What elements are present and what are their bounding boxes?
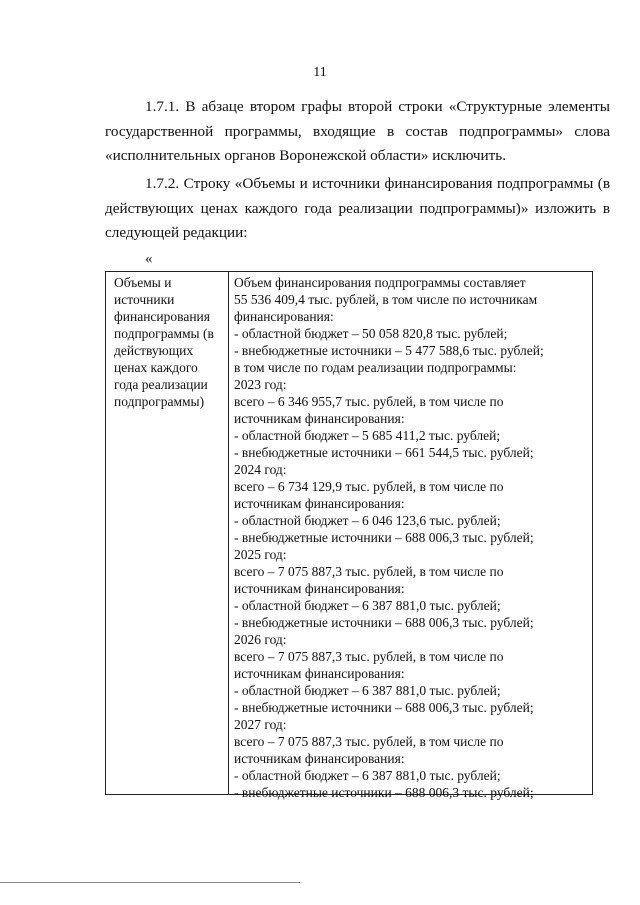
funding-line: источникам финансирования: bbox=[234, 496, 405, 511]
funding-line: - внебюджетные источники – 688 006,3 тыс. рублей; bbox=[234, 700, 534, 715]
funding-line: - внебюджетные источники – 688 006,3 тыс. рублей; bbox=[234, 785, 534, 800]
funding-line: Объем финансирования подпрограммы составляет bbox=[234, 275, 526, 290]
funding-line: всего – 6 734 129,9 тыс. рублей, в том числе по bbox=[234, 479, 504, 494]
funding-line: 2025 год: bbox=[234, 547, 287, 562]
funding-line: - внебюджетные источники – 5 477 588,6 тыс. рублей; bbox=[234, 343, 544, 358]
funding-line: - областной бюджет – 50 058 820,8 тыс. рублей; bbox=[234, 326, 508, 341]
funding-line: - внебюджетные источники – 688 006,3 тыс. рублей; bbox=[234, 615, 534, 630]
funding-line: всего – 6 346 955,7 тыс. рублей, в том числе по bbox=[234, 394, 504, 409]
funding-line: - областной бюджет – 5 685 411,2 тыс. рублей; bbox=[234, 428, 501, 443]
page-number: 11 bbox=[313, 65, 327, 80]
funding-line: 2024 год: bbox=[234, 462, 287, 477]
table-column-divider bbox=[228, 272, 229, 794]
funding-line: - областной бюджет – 6 046 123,6 тыс. рублей; bbox=[234, 513, 501, 528]
funding-line: источникам финансирования: bbox=[234, 751, 405, 766]
heading-line: ценах каждого bbox=[114, 360, 198, 375]
funding-line: - внебюджетные источники – 661 544,5 тыс. рублей; bbox=[234, 445, 534, 460]
funding-line: всего – 7 075 887,3 тыс. рублей, в том числе по bbox=[234, 564, 504, 579]
table-cell-funding-details bbox=[234, 274, 590, 801]
funding-line: источникам финансирования: bbox=[234, 411, 405, 426]
heading-line: источники bbox=[114, 292, 175, 307]
funding-line: 2026 год: bbox=[234, 632, 287, 647]
funding-line: 55 536 409,4 тыс. рублей, в том числе по источникам bbox=[234, 292, 538, 307]
heading-line: подпрограммы) bbox=[114, 394, 205, 409]
funding-line: в том числе по годам реализации подпрограммы: bbox=[234, 360, 517, 375]
paragraph-1-7-1-text: 1.7.1. В абзаце втором графы второй строки «Структурные элементы государственной программы, входящие в состав подпрограммы» слова «исполнительных органов Воронежской области» исключить. bbox=[105, 98, 610, 164]
paragraph-1-7-2 bbox=[105, 172, 610, 246]
heading-line: Объемы и bbox=[114, 275, 172, 290]
opening-quote: « bbox=[145, 251, 153, 267]
heading-line: действующих bbox=[114, 343, 194, 358]
funding-line: всего – 7 075 887,3 тыс. рублей, в том числе по bbox=[234, 649, 504, 664]
heading-line: финансирования bbox=[114, 309, 210, 324]
funding-line: источникам финансирования: bbox=[234, 666, 405, 681]
table-cell-heading bbox=[114, 274, 226, 410]
funding-line: - внебюджетные источники – 688 006,3 тыс. рублей; bbox=[234, 530, 534, 545]
funding-line: - областной бюджет – 6 387 881,0 тыс. рублей; bbox=[234, 768, 501, 783]
heading-line: года реализации bbox=[114, 377, 208, 392]
paragraph-1-7-2-text: 1.7.2. Строку «Объемы и источники финансирования подпрограммы (в действующих ценах каждого года реализации подпрограммы)» изложить в следующей редакции: bbox=[105, 175, 610, 241]
paragraph-1-7-1 bbox=[105, 95, 610, 169]
funding-line: всего – 7 075 887,3 тыс. рублей, в том числе по bbox=[234, 734, 504, 749]
funding-line: - областной бюджет – 6 387 881,0 тыс. рублей; bbox=[234, 598, 501, 613]
funding-line: 2023 год: bbox=[234, 377, 287, 392]
footer-rule bbox=[0, 882, 300, 883]
funding-line: финансирования: bbox=[234, 309, 334, 324]
funding-table bbox=[105, 271, 593, 800]
funding-line: источникам финансирования: bbox=[234, 581, 405, 596]
heading-line: подпрограммы (в bbox=[114, 326, 214, 341]
funding-line: 2027 год: bbox=[234, 717, 287, 732]
funding-line: - областной бюджет – 6 387 881,0 тыс. рублей; bbox=[234, 683, 501, 698]
